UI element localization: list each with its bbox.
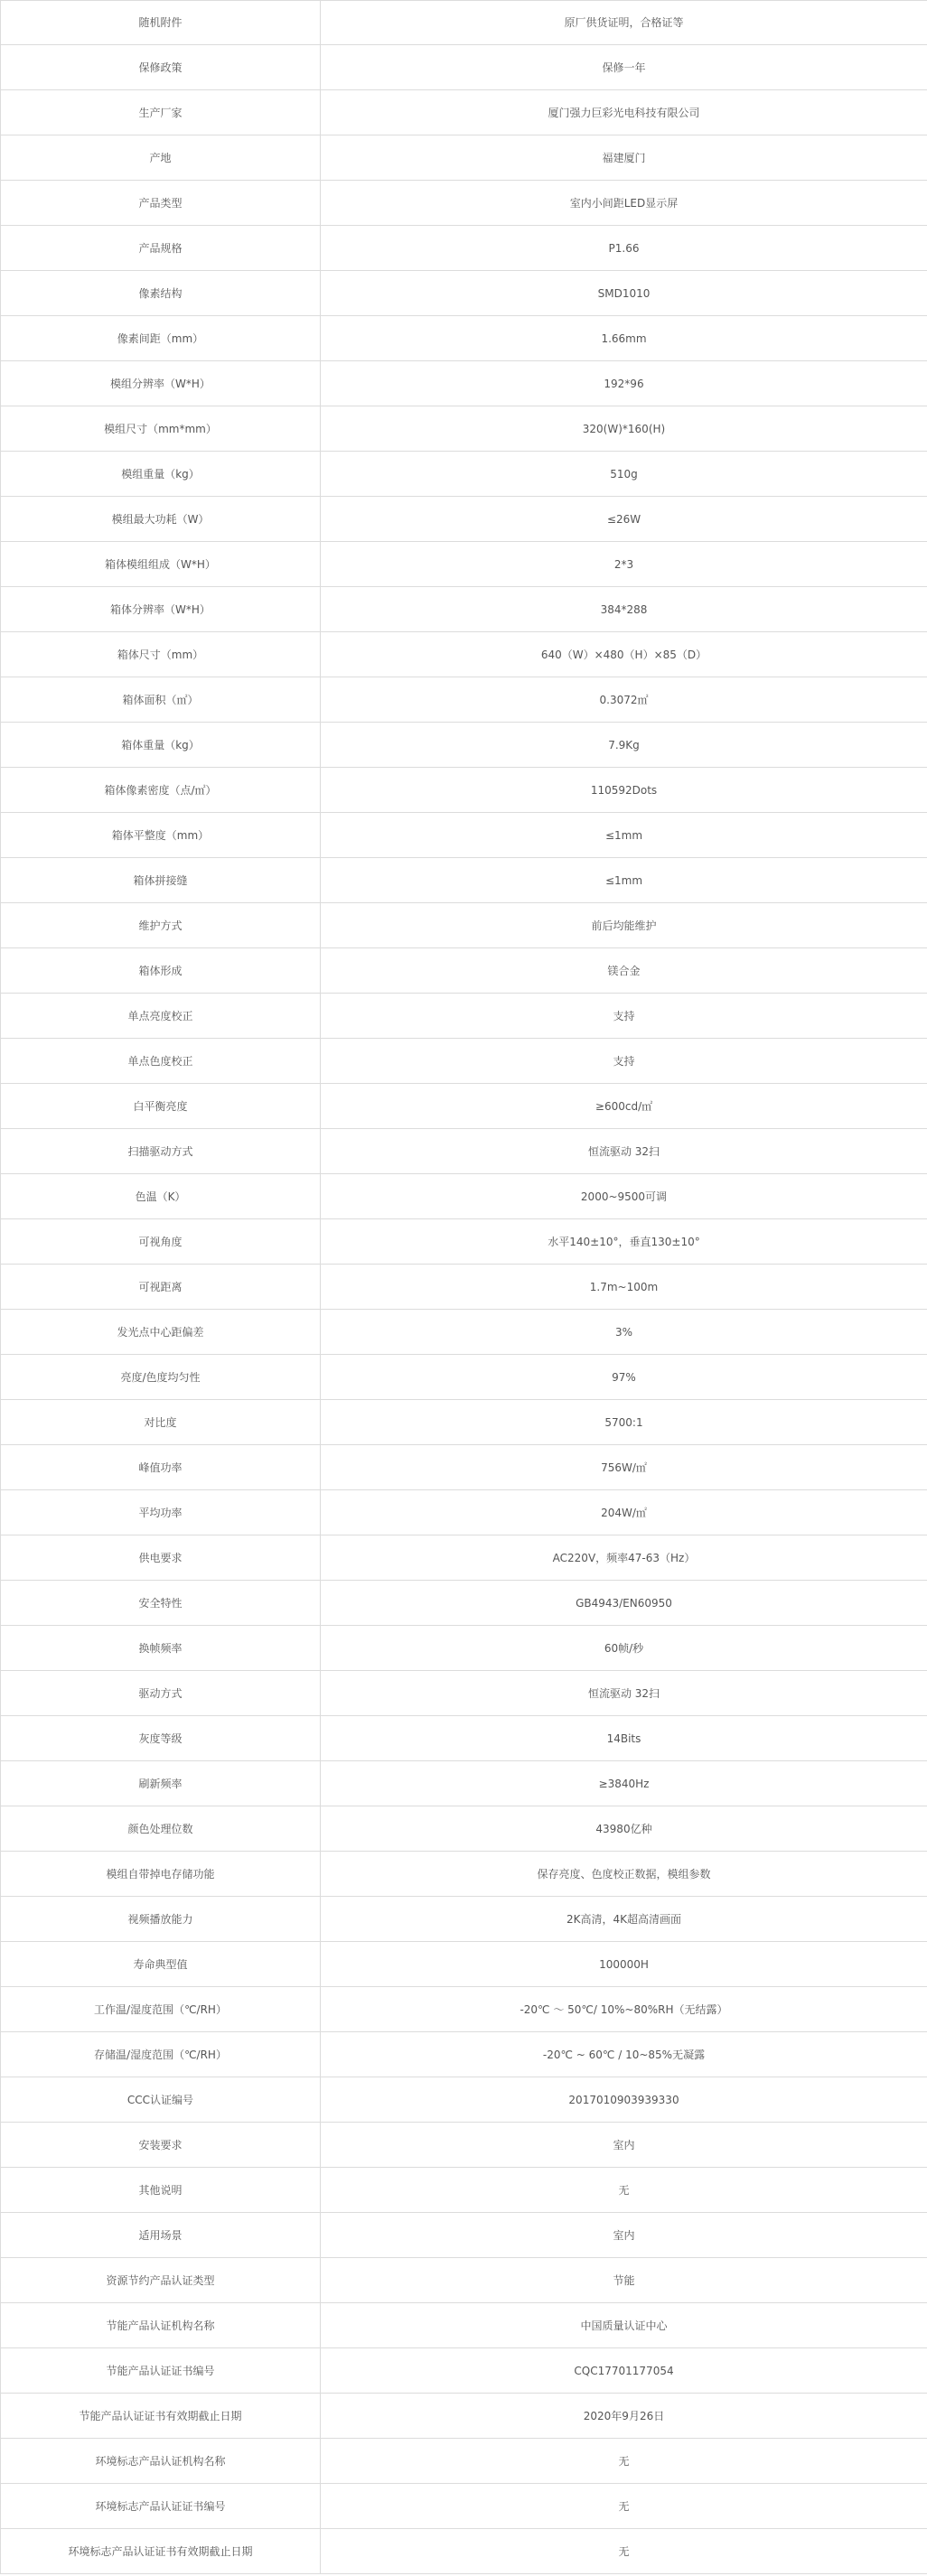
spec-value-cell: -20℃ ～ 50℃/ 10%~80%RH（无结露） xyxy=(321,1987,927,2032)
table-row xyxy=(1,2529,927,2574)
spec-value-cell: AC220V，频率47-63（Hz） xyxy=(321,1535,927,1581)
table-row xyxy=(1,2032,927,2077)
spec-value-cell: 2K高清，4K超高清画面 xyxy=(321,1897,927,1942)
spec-label-cell: 箱体分辨率（W*H） xyxy=(1,587,321,632)
spec-label-cell: 灰度等级 xyxy=(1,1716,321,1761)
spec-label-cell: 箱体模组组成（W*H） xyxy=(1,542,321,587)
table-row xyxy=(1,361,927,406)
table-row xyxy=(1,1084,927,1129)
spec-value-cell: 14Bits xyxy=(321,1716,927,1761)
spec-value-cell: 无 xyxy=(321,2484,927,2529)
spec-label-cell: 安装要求 xyxy=(1,2123,321,2168)
spec-label-cell: 工作温/湿度范围（℃/RH） xyxy=(1,1987,321,2032)
table-row xyxy=(1,768,927,813)
spec-label-cell: 视频播放能力 xyxy=(1,1897,321,1942)
spec-label-cell: 峰值功率 xyxy=(1,1445,321,1490)
spec-value-cell: 室内 xyxy=(321,2123,927,2168)
spec-label-cell: CCC认证编号 xyxy=(1,2077,321,2123)
spec-label-cell: 换帧频率 xyxy=(1,1626,321,1671)
table-row xyxy=(1,1219,927,1265)
spec-value-cell: 镁合金 xyxy=(321,948,927,994)
spec-label-cell: 寿命典型值 xyxy=(1,1942,321,1987)
table-row xyxy=(1,45,927,90)
spec-value-cell: 5700:1 xyxy=(321,1400,927,1445)
spec-value-cell: 水平140±10°，垂直130±10° xyxy=(321,1219,927,1265)
spec-value-cell: 室内小间距LED显示屏 xyxy=(321,181,927,226)
table-row xyxy=(1,1852,927,1897)
table-row xyxy=(1,1,927,45)
spec-label-cell: 节能产品认证机构名称 xyxy=(1,2303,321,2348)
table-row xyxy=(1,632,927,677)
table-row xyxy=(1,1174,927,1219)
spec-label-cell: 随机附件 xyxy=(1,1,321,45)
spec-label-cell: 存储温/湿度范围（℃/RH） xyxy=(1,2032,321,2077)
spec-value-cell: 2000~9500可调 xyxy=(321,1174,927,1219)
spec-label-cell: 环境标志产品认证证书编号 xyxy=(1,2484,321,2529)
spec-value-cell: GB4943/EN60950 xyxy=(321,1581,927,1626)
spec-value-cell: 204W/㎡ xyxy=(321,1490,927,1535)
spec-label-cell: 可视距离 xyxy=(1,1265,321,1310)
table-row xyxy=(1,2348,927,2394)
spec-table-body xyxy=(1,1,927,2574)
spec-label-cell: 对比度 xyxy=(1,1400,321,1445)
spec-label-cell: 生产厂家 xyxy=(1,90,321,135)
spec-label-cell: 箱体形成 xyxy=(1,948,321,994)
spec-value-cell: ≤26W xyxy=(321,497,927,542)
spec-value-cell: 756W/㎡ xyxy=(321,1445,927,1490)
spec-value-cell: P1.66 xyxy=(321,226,927,271)
table-row xyxy=(1,858,927,903)
spec-label-cell: 箱体面积（㎡） xyxy=(1,677,321,723)
spec-value-cell: 无 xyxy=(321,2168,927,2213)
table-row xyxy=(1,948,927,994)
spec-value-cell: 支持 xyxy=(321,994,927,1039)
spec-label-cell: 刷新频率 xyxy=(1,1761,321,1806)
spec-label-cell: 箱体平整度（mm） xyxy=(1,813,321,858)
table-row xyxy=(1,1716,927,1761)
spec-label-cell: 适用场景 xyxy=(1,2213,321,2258)
spec-value-cell: 1.7m~100m xyxy=(321,1265,927,1310)
spec-label-cell: 平均功率 xyxy=(1,1490,321,1535)
spec-label-cell: 保修政策 xyxy=(1,45,321,90)
spec-value-cell: 7.9Kg xyxy=(321,723,927,768)
spec-value-cell: 384*288 xyxy=(321,587,927,632)
spec-value-cell: 110592Dots xyxy=(321,768,927,813)
spec-value-cell: 室内 xyxy=(321,2213,927,2258)
spec-label-cell: 亮度/色度均匀性 xyxy=(1,1355,321,1400)
table-row xyxy=(1,181,927,226)
table-row xyxy=(1,1671,927,1716)
spec-label-cell: 像素结构 xyxy=(1,271,321,316)
table-row xyxy=(1,1355,927,1400)
table-row xyxy=(1,1310,927,1355)
spec-value-cell: 保存亮度、色度校正数据，模组参数 xyxy=(321,1852,927,1897)
spec-value-cell: 2*3 xyxy=(321,542,927,587)
spec-value-cell: 43980亿种 xyxy=(321,1806,927,1852)
table-row xyxy=(1,2258,927,2303)
table-row xyxy=(1,1129,927,1174)
spec-label-cell: 颜色处理位数 xyxy=(1,1806,321,1852)
spec-label-cell: 环境标志产品认证证书有效期截止日期 xyxy=(1,2529,321,2574)
spec-label-cell: 资源节约产品认证类型 xyxy=(1,2258,321,2303)
table-row xyxy=(1,1987,927,2032)
spec-label-cell: 产品规格 xyxy=(1,226,321,271)
spec-label-cell: 模组最大功耗（W） xyxy=(1,497,321,542)
table-row xyxy=(1,1490,927,1535)
table-row xyxy=(1,1626,927,1671)
table-row xyxy=(1,90,927,135)
spec-value-cell: 福建厦门 xyxy=(321,135,927,181)
spec-label-cell: 箱体尺寸（mm） xyxy=(1,632,321,677)
spec-label-cell: 色温（K） xyxy=(1,1174,321,1219)
spec-value-cell: ≥600cd/㎡ xyxy=(321,1084,927,1129)
spec-label-cell: 模组自带掉电存储功能 xyxy=(1,1852,321,1897)
spec-value-cell: 保修一年 xyxy=(321,45,927,90)
spec-label-cell: 环境标志产品认证机构名称 xyxy=(1,2439,321,2484)
table-row xyxy=(1,406,927,452)
spec-label-cell: 模组分辨率（W*H） xyxy=(1,361,321,406)
spec-value-cell: 节能 xyxy=(321,2258,927,2303)
table-row xyxy=(1,813,927,858)
table-row xyxy=(1,497,927,542)
spec-value-cell: 无 xyxy=(321,2529,927,2574)
spec-value-cell: 3% xyxy=(321,1310,927,1355)
spec-value-cell: ≤1mm xyxy=(321,858,927,903)
spec-value-cell: 60帧/秒 xyxy=(321,1626,927,1671)
spec-value-cell: 恒流驱动 32扫 xyxy=(321,1129,927,1174)
table-row xyxy=(1,2394,927,2439)
spec-value-cell: 510g xyxy=(321,452,927,497)
spec-label-cell: 驱动方式 xyxy=(1,1671,321,1716)
table-row xyxy=(1,1265,927,1310)
table-row xyxy=(1,2123,927,2168)
table-row xyxy=(1,2077,927,2123)
table-row xyxy=(1,1400,927,1445)
spec-label-cell: 发光点中心距偏差 xyxy=(1,1310,321,1355)
table-row xyxy=(1,2484,927,2529)
spec-label-cell: 维护方式 xyxy=(1,903,321,948)
table-row xyxy=(1,1942,927,1987)
table-row xyxy=(1,316,927,361)
table-row xyxy=(1,2439,927,2484)
table-row xyxy=(1,2168,927,2213)
spec-value-cell: 0.3072㎡ xyxy=(321,677,927,723)
spec-value-cell: 640（W）×480（H）×85（D） xyxy=(321,632,927,677)
table-row xyxy=(1,226,927,271)
spec-value-cell: ≥3840Hz xyxy=(321,1761,927,1806)
spec-value-cell: 原厂供货证明，合格证等 xyxy=(321,1,927,45)
spec-value-cell: 前后均能维护 xyxy=(321,903,927,948)
spec-value-cell: 恒流驱动 32扫 xyxy=(321,1671,927,1716)
spec-value-cell: 100000H xyxy=(321,1942,927,1987)
spec-label-cell: 可视角度 xyxy=(1,1219,321,1265)
spec-label-cell: 箱体像素密度（点/㎡） xyxy=(1,768,321,813)
table-row xyxy=(1,994,927,1039)
table-row xyxy=(1,271,927,316)
table-row xyxy=(1,2213,927,2258)
spec-label-cell: 单点色度校正 xyxy=(1,1039,321,1084)
spec-value-cell: 2017010903939330 xyxy=(321,2077,927,2123)
spec-label-cell: 节能产品认证证书编号 xyxy=(1,2348,321,2394)
spec-label-cell: 其他说明 xyxy=(1,2168,321,2213)
table-row xyxy=(1,1535,927,1581)
spec-label-cell: 供电要求 xyxy=(1,1535,321,1581)
table-row xyxy=(1,452,927,497)
spec-value-cell: 97% xyxy=(321,1355,927,1400)
table-row xyxy=(1,723,927,768)
table-row xyxy=(1,587,927,632)
table-row xyxy=(1,2303,927,2348)
spec-label-cell: 节能产品认证证书有效期截止日期 xyxy=(1,2394,321,2439)
spec-label-cell: 箱体重量（kg） xyxy=(1,723,321,768)
table-row xyxy=(1,1806,927,1852)
spec-label-cell: 扫描驱动方式 xyxy=(1,1129,321,1174)
spec-value-cell: 中国质量认证中心 xyxy=(321,2303,927,2348)
spec-label-cell: 安全特性 xyxy=(1,1581,321,1626)
table-row xyxy=(1,542,927,587)
table-row xyxy=(1,903,927,948)
spec-value-cell: 厦门强力巨彩光电科技有限公司 xyxy=(321,90,927,135)
spec-label-cell: 模组尺寸（mm*mm） xyxy=(1,406,321,452)
spec-label-cell: 产地 xyxy=(1,135,321,181)
spec-value-cell: 支持 xyxy=(321,1039,927,1084)
spec-label-cell: 白平衡亮度 xyxy=(1,1084,321,1129)
table-row xyxy=(1,1897,927,1942)
spec-label-cell: 产品类型 xyxy=(1,181,321,226)
spec-label-cell: 像素间距（mm） xyxy=(1,316,321,361)
table-row xyxy=(1,677,927,723)
table-row xyxy=(1,1581,927,1626)
spec-value-cell: 192*96 xyxy=(321,361,927,406)
spec-label-cell: 单点亮度校正 xyxy=(1,994,321,1039)
table-row xyxy=(1,1445,927,1490)
spec-value-cell: 无 xyxy=(321,2439,927,2484)
table-row xyxy=(1,1039,927,1084)
spec-label-cell: 模组重量（kg） xyxy=(1,452,321,497)
spec-label-cell: 箱体拼接缝 xyxy=(1,858,321,903)
spec-value-cell: SMD1010 xyxy=(321,271,927,316)
spec-value-cell: -20℃ ~ 60℃ / 10~85%无凝露 xyxy=(321,2032,927,2077)
table-row xyxy=(1,1761,927,1806)
spec-value-cell: 2020年9月26日 xyxy=(321,2394,927,2439)
spec-value-cell: ≤1mm xyxy=(321,813,927,858)
spec-value-cell: 1.66mm xyxy=(321,316,927,361)
spec-value-cell: 320(W)*160(H) xyxy=(321,406,927,452)
spec-value-cell: CQC17701177054 xyxy=(321,2348,927,2394)
table-row xyxy=(1,135,927,181)
